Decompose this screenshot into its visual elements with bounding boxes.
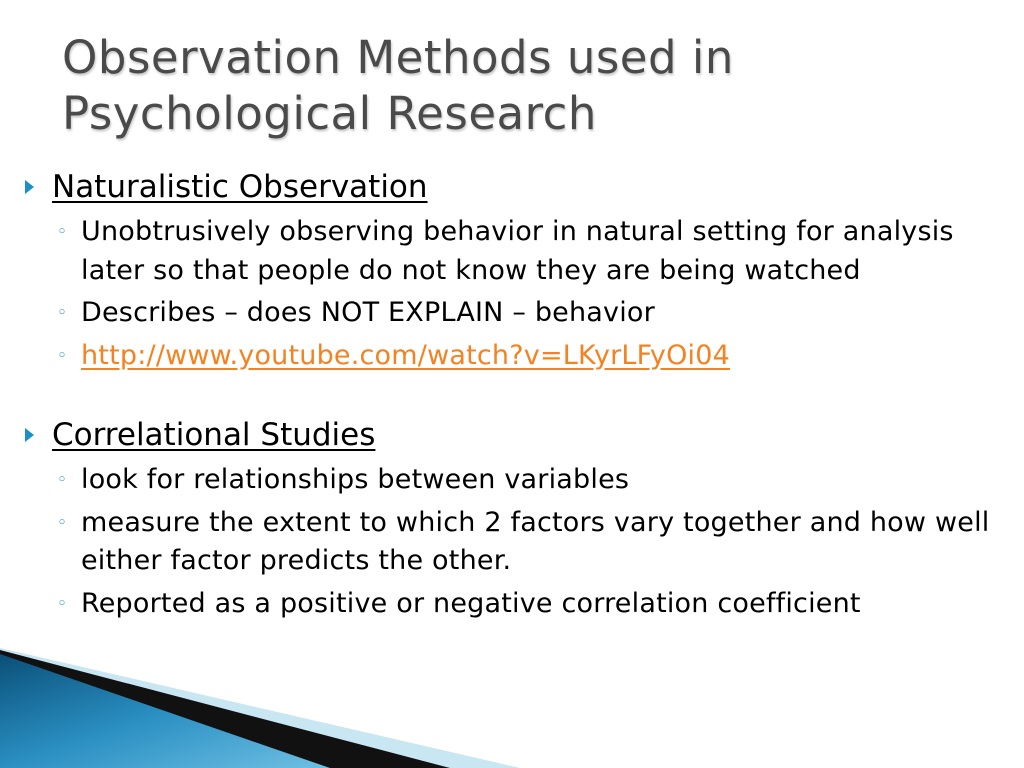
- list-item: [0, 213, 1024, 290]
- list-item: [0, 461, 1024, 500]
- section-heading: [0, 165, 1024, 209]
- ring-bullet-icon: ◦: [57, 222, 68, 242]
- list-item: [0, 504, 1024, 581]
- section-correlational-studies: [0, 413, 1024, 623]
- ring-bullet-icon: ◦: [57, 303, 68, 323]
- slide-body: [0, 165, 1024, 623]
- youtube-link[interactable]: http://www.youtube.com/watch?v=LKyrLFyOi04: [81, 339, 731, 371]
- list-item: [0, 585, 1024, 624]
- section-heading: [0, 413, 1024, 457]
- list-item-text: look for relationships between variables: [81, 464, 630, 495]
- ring-bullet-icon: ◦: [57, 593, 68, 614]
- corner-decoration: [0, 640, 520, 768]
- list-item: [0, 294, 1024, 333]
- section-heading-text: Correlational Studies: [52, 417, 376, 453]
- slide-title-line-1: Observation Methods used in: [62, 31, 734, 84]
- slide-title-line-2: Psychological Research: [62, 87, 597, 140]
- triangle-right-icon: [25, 180, 34, 194]
- list-item-text: Unobtrusively observing behavior in natural setting for analysis later so that people do not know they are being watched: [81, 216, 954, 286]
- triangle-right-icon: [25, 428, 34, 442]
- list-item-text: measure the extent to which 2 factors vary together and how well either factor predicts the other.: [81, 506, 990, 576]
- ring-bullet-icon: ◦: [57, 345, 68, 366]
- list-item-text: Reported as a positive or negative correlation coefficient: [81, 587, 861, 619]
- list-item-text: Describes – does NOT EXPLAIN – behavior: [81, 297, 655, 328]
- section-naturalistic-observation: [0, 165, 1024, 375]
- ring-bullet-icon: ◦: [57, 512, 68, 533]
- slide-title: [62, 30, 962, 142]
- section-heading-text: Naturalistic Observation: [52, 169, 428, 205]
- list-item: [0, 337, 1024, 376]
- ring-bullet-icon: ◦: [57, 470, 68, 490]
